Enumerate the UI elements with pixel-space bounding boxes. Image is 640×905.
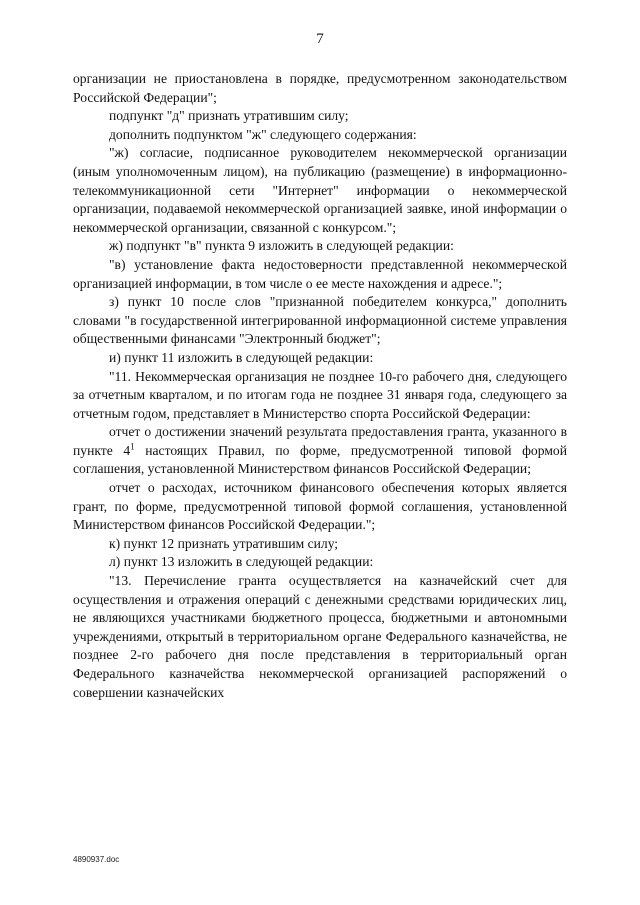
paragraph-1: организации не приостановлена в порядке, предусмотренном законодательством Российской Федерации";	[73, 71, 567, 105]
paragraph-4: "ж) согласие, подписанное руководителем некоммерческой организации (иным уполномоченным лицом), на публикацию (размещение) в информационно-телекоммуникационной сети "Интернет" информации о некоммерческой организации, подаваемой некоммерческой организацией заявке, иной информации о некоммерческой организации, связанной с конкурсом.";	[73, 145, 567, 235]
paragraph-6: "в) установление факта недостоверности представленной некоммерческой организацией информации, в том числе о ее месте нахождения и адресе.";	[73, 256, 567, 291]
paragraph-10	[73, 423, 567, 479]
paragraph-10-superscript: 1	[130, 441, 135, 452]
paragraph-11: отчет о расходах, источником финансового обеспечения которых является грант, по форме, предусмотренной типовой формой соглашения, установленной Министерством финансов Российской Федерации.";	[73, 480, 567, 533]
paragraph-10-text: отчет о достижении значений результата предоставления гранта, указанного в пункте 4	[73, 424, 567, 458]
paragraph-5: ж) подпункт "в" пункта 9 изложить в следующей редакции:	[109, 238, 454, 254]
paragraph-13: л) пункт 13 изложить в следующей редакции:	[109, 554, 374, 570]
paragraph-10-text-after: настоящих Правил, по форме, предусмотренной типовой формой соглашения, установленной Министерством финансов Российской Федерации;	[73, 442, 567, 477]
page-number: 7	[316, 31, 324, 47]
paragraph-3: дополнить подпунктом "ж" следующего содержания:	[109, 126, 417, 142]
paragraph-8: и) пункт 11 изложить в следующей редакции:	[109, 349, 374, 365]
paragraph-12: к) пункт 12 признать утратившим силу;	[109, 535, 339, 551]
paragraph-7: з) пункт 10 после слов "признанной победителем конкурса," дополнить словами "в государственной интегрированной информационной системе управления общественными финансами "Электронный бюджет";	[73, 294, 567, 347]
paragraph-14: "13. Перечисление гранта осуществляется на казначейский счет для осуществления и отражения операций с денежными средствами юридических лиц, не являющихся участниками бюджетного процесса, бюджетными и автономными учреждениями, открытый в территориальном органе Федерального казначейства, не позднее 2-го рабочего дня после представления в территориальный орган Федерального казначейства некоммерческой организацией распоряжений о совершении казначейских	[73, 573, 567, 700]
paragraph-9: "11. Некоммерческая организация не позднее 10-го рабочего дня, следующего за отчетным кварталом, и по итогам года не позднее 31 января года, следующего за отчетным годом, представляет в Министерство спорта Российской Федерации:	[73, 368, 567, 421]
document-body	[73, 70, 567, 702]
paragraph-2: подпункт "д" признать утратившим силу;	[109, 108, 349, 124]
document-footer-filename: 4890937.doc	[73, 855, 120, 864]
